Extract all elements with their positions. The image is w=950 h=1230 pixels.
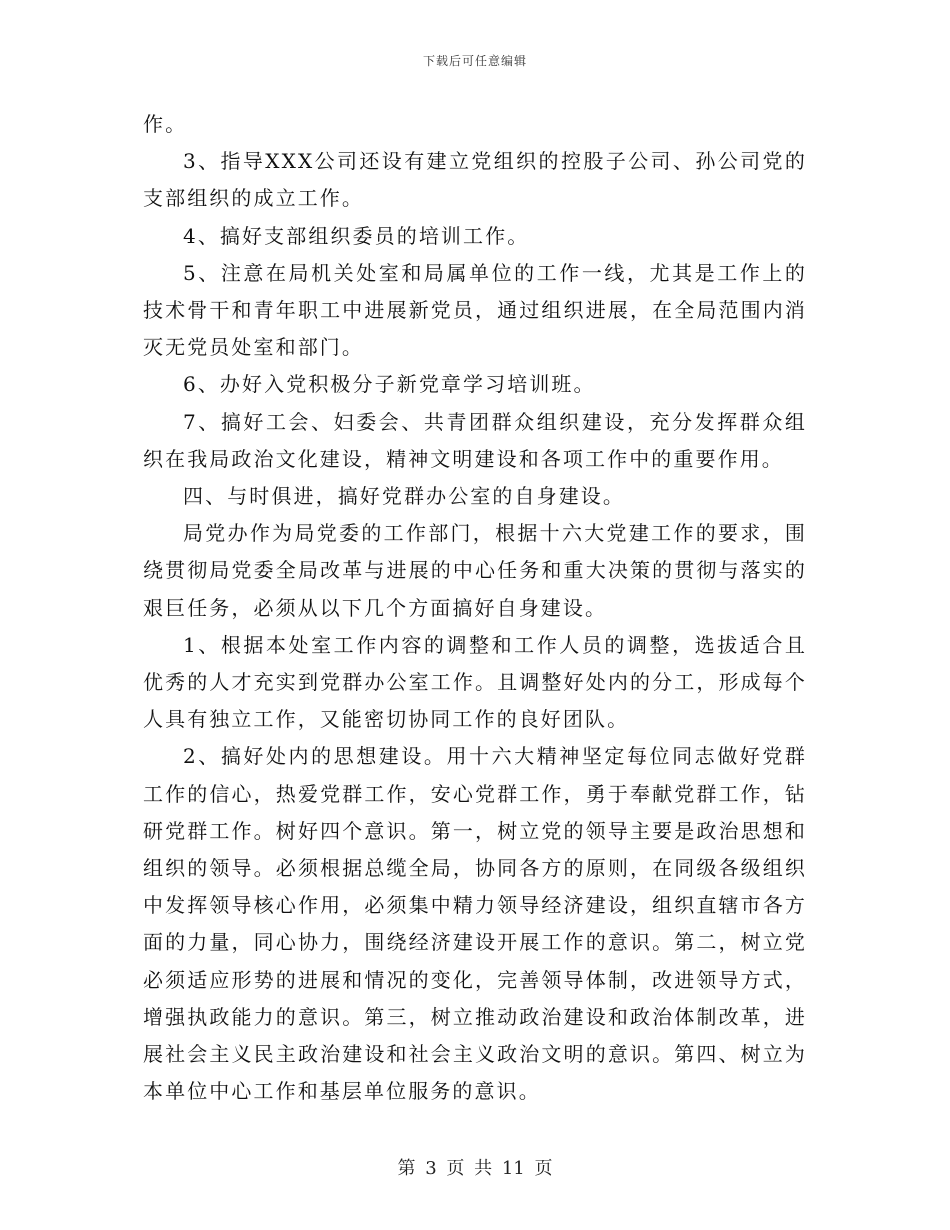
paragraph-item-5: 5、注意在局机关处室和局属单位的工作一线，尤其是工作上的技术骨干和青年职工中进展新党员，通过组织进展，在全局范围内消灭无党员处室和部门。 [143,260,807,360]
paragraph-continuation: 作。 [143,112,188,136]
page-header: 下载后可任意编辑 [422,54,527,68]
document-body [143,106,807,1110]
paragraph-intro: 局党办作为局党委的工作部门，根据十六大党建工作的要求，围绕贯彻局党委全局改革与进展的中心任务和重大决策的贯彻与落实的艰巨任务，必须从以下几个方面搞好自身建设。 [143,521,807,620]
paragraph-item-6: 6、办好入党积极分子新党章学习培训班。 [183,372,596,397]
paragraph-sub-1: 1、根据本处室工作内容的调整和工作人员的调整，选拔适合且优秀的人才充实到党群办公室工作。且调整好处内的分工，形成每个人具有独立工作，又能密切协同工作的良好团队。 [143,632,807,732]
paragraph-sub-2: 2、搞好处内的思想建设。用十六大精神坚定每位同志做好党群工作的信心，热爱党群工作，安心党群工作，勇于奉献党群工作，钻研党群工作。树好四个意识。第一，树立党的领导主要是政治思想和组织的领导。必须根据总缆全局，协同各方的原则，在同级各级组织中发挥领导核心作用，必须集中精力领导经济建设，组织直辖市各方面的力量，同心协力，围绕经济建设开展工作的意识。第二，树立党必须适应形势的进展和情况的变化，完善领导体制，改进领导方式，增强执政能力的意识。第三，树立推动政治建设和政治体制改革，进展社会主义民主政治建设和社会主义政治文明的意识。第四、树立为本单位中心工作和基层单位服务的意识。 [143,744,807,1104]
paragraph-item-7: 7、搞好工会、妇委会、共青团群众组织建设，充分发挥群众组织在我局政治文化建设，精神文明建设和各项工作中的重要作用。 [143,409,807,471]
section-heading-4: 四、与时俱进，搞好党群办公室的自身建设。 [183,484,625,509]
paragraph-item-4: 4、搞好支部组织委员的培训工作。 [183,223,530,248]
paragraph-item-3: 3、指导XXX公司还设有建立党组织的控股子公司、孙公司党的支部组织的成立工作。 [143,149,807,211]
page-number-footer: 第 3 页 共 11 页 [397,1158,553,1179]
